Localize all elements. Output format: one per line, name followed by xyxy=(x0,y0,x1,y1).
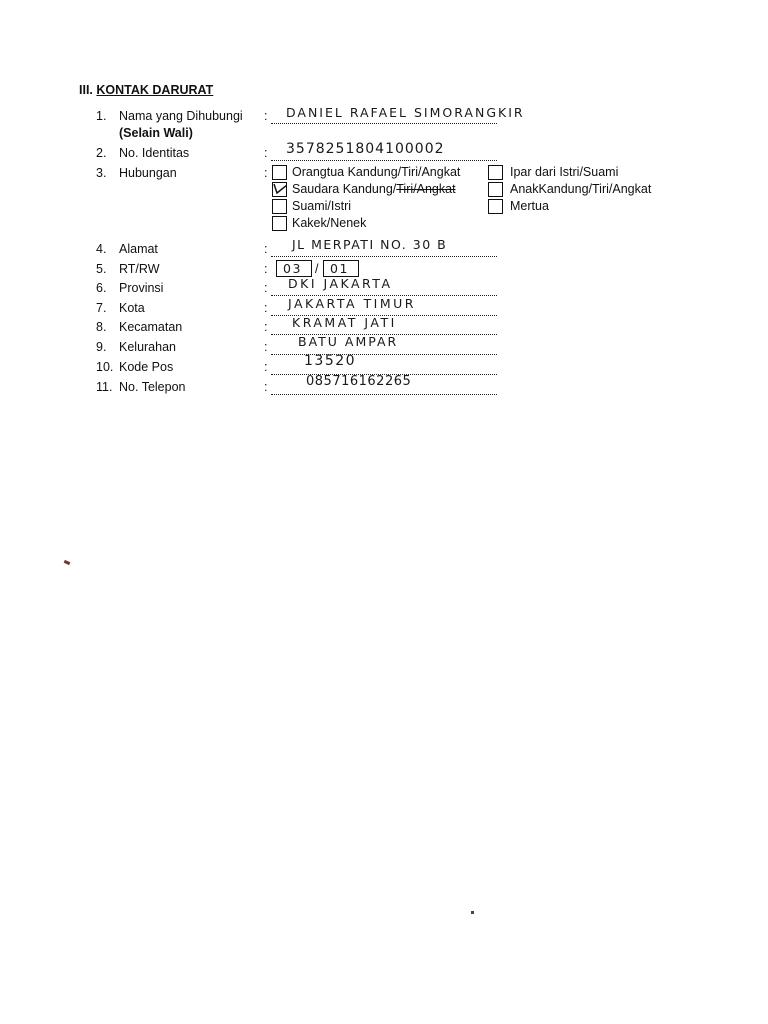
field-label: No. Telepon xyxy=(119,380,186,394)
field-label: Nama yang Dihubungi xyxy=(119,109,243,123)
field-number: 3. xyxy=(96,166,107,180)
option-saudara-struck: Tiri/Angkat xyxy=(396,182,456,196)
colon: : xyxy=(264,360,268,374)
colon: : xyxy=(264,262,268,276)
alamat-value[interactable]: JL MERPATI NO. 30 B xyxy=(292,237,448,252)
field-sublabel: (Selain Wali) xyxy=(119,126,193,140)
telepon-value[interactable]: 085716162265 xyxy=(306,374,412,389)
field-label: Hubungan xyxy=(119,166,177,180)
slash: / xyxy=(315,262,319,276)
colon: : xyxy=(264,281,268,295)
checkbox-mertua[interactable] xyxy=(488,199,503,214)
scan-speck xyxy=(471,911,474,914)
field-label: Provinsi xyxy=(119,281,164,295)
option-ipar-label: Ipar dari Istri/Suami xyxy=(510,165,619,179)
rt-value: 03 xyxy=(283,261,302,276)
kota-value[interactable]: JAKARTA TIMUR xyxy=(288,296,416,311)
field-number: 9. xyxy=(96,340,107,354)
colon: : xyxy=(264,242,268,256)
colon: : xyxy=(264,166,268,180)
checkbox-anak[interactable] xyxy=(488,182,503,197)
checkbox-suami-istri[interactable] xyxy=(272,199,287,214)
field-number: 11. xyxy=(96,380,113,394)
section-number: III. xyxy=(79,83,93,97)
field-label: No. Identitas xyxy=(119,146,190,160)
colon: : xyxy=(264,380,268,394)
check-mark-icon xyxy=(271,181,286,196)
field-number: 1. xyxy=(96,109,107,123)
option-saudara-text: Saudara Kandung/ xyxy=(292,182,397,196)
field-label: Kota xyxy=(119,301,145,315)
field-number: 6. xyxy=(96,281,107,295)
colon: : xyxy=(264,320,268,334)
colon: : xyxy=(264,109,268,123)
field-label: RT/RW xyxy=(119,262,160,276)
checkbox-saudara[interactable] xyxy=(272,182,287,197)
option-orangtua-label: Orangtua Kandung/Tiri/Angkat xyxy=(292,165,461,179)
option-mertua-label: Mertua xyxy=(510,199,549,213)
field-number: 4. xyxy=(96,242,107,256)
colon: : xyxy=(264,301,268,315)
option-kakek-nenek-label: Kakek/Nenek xyxy=(292,216,367,230)
section-heading xyxy=(79,83,213,97)
field-label: Kecamatan xyxy=(119,320,183,334)
nama-value[interactable]: DANIEL RAFAEL SIMORANGKIR xyxy=(286,105,525,120)
field-number: 5. xyxy=(96,262,107,276)
identitas-value[interactable]: 3578251804100002 xyxy=(286,141,445,157)
checkbox-ipar[interactable] xyxy=(488,165,503,180)
checkbox-kakek-nenek[interactable] xyxy=(272,216,287,231)
kecamatan-value[interactable]: KRAMAT JATI xyxy=(292,315,397,330)
rw-box[interactable] xyxy=(323,260,359,277)
colon: : xyxy=(264,146,268,160)
option-anak-label: AnakKandung/Tiri/Angkat xyxy=(510,182,652,196)
kelurahan-value[interactable]: BATU AMPAR xyxy=(298,334,399,349)
colon: : xyxy=(264,340,268,354)
scan-speck xyxy=(64,560,71,565)
option-suami-istri-label: Suami/Istri xyxy=(292,199,352,213)
rw-value: 01 xyxy=(330,261,349,276)
checkbox-orangtua[interactable] xyxy=(272,165,287,180)
field-number: 10. xyxy=(96,360,114,374)
field-number: 8. xyxy=(96,320,107,334)
field-label: Alamat xyxy=(119,242,158,256)
provinsi-value[interactable]: DKI JAKARTA xyxy=(288,276,393,291)
field-number: 7. xyxy=(96,301,107,315)
option-saudara-label xyxy=(292,182,456,196)
rt-box[interactable] xyxy=(276,260,312,277)
section-title: KONTAK DARURAT xyxy=(96,83,214,97)
field-label: Kode Pos xyxy=(119,360,174,374)
kodepos-value[interactable]: 13520 xyxy=(304,353,357,369)
field-number: 2. xyxy=(96,146,107,160)
field-label: Kelurahan xyxy=(119,340,176,354)
